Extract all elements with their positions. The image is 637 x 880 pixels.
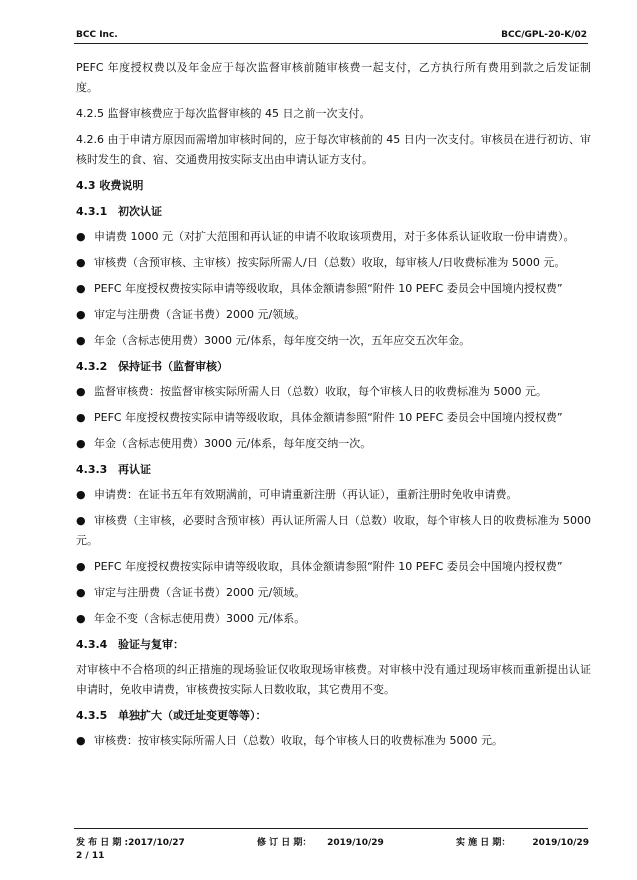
bullet-icon: ●	[76, 612, 86, 625]
list-item	[76, 253, 591, 273]
item-text: 年金不变（含标志使用费）3000 元/体系。	[94, 612, 306, 625]
heading-number: 4.3.2	[76, 360, 108, 373]
list-item	[76, 557, 591, 577]
bullet-icon: ●	[76, 586, 86, 599]
footer	[76, 835, 589, 861]
document-body	[76, 58, 591, 757]
list-item	[76, 583, 591, 603]
item-text: 申请费：在证书五年有效期满前，可申请重新注册（再认证），重新注册时免收申请费。	[94, 488, 518, 501]
item-text: PEFC 年度授权费按实际申请等级收取，具体金额请参照“附件 10 PEFC 委员会中国境内授权费”	[94, 560, 563, 573]
clause-4-2-6: 4.2.6 由于申请方原因而需增加审核时间的，应于每次审核前的 45 日内一次支付。审核员在进行初访、审核时发生的食、宿、交通费用按实际支出由申请认证方支付。	[76, 133, 591, 166]
footer-rule	[74, 828, 588, 829]
footer-dates	[76, 835, 589, 848]
bullet-icon: ●	[76, 734, 86, 747]
item-text: 申请费 1000 元（对扩大范围和再认证的申请不收取该项费用，对于多体系认证收取一份申请费）。	[94, 230, 575, 243]
list-item	[76, 382, 591, 402]
list-item	[76, 511, 591, 551]
bullet-icon: ●	[76, 437, 86, 450]
subsection-heading-4-3-2	[76, 357, 591, 377]
item-text: 年金（含标志使用费）3000 元/体系，每年度交纳一次。	[94, 437, 372, 450]
revise-date-group	[257, 835, 384, 848]
impl-date: 2019/10/29	[532, 838, 589, 848]
page-number: 2 / 11	[76, 851, 105, 861]
item-text: 审定与注册费（含证书费）2000 元/领域。	[94, 586, 306, 599]
heading-title: 初次认证	[118, 205, 162, 218]
heading-title: 保持证书（监督审核）	[118, 360, 228, 373]
item-text: 审核费（含预审核、主审核）按实际所需人/日（总数）收取，每审核人/日收费标准为 5000 元。	[94, 256, 566, 269]
item-text: 监督审核费：按监督审核实际所需人日（总数）收取，每个审核人日的收费标准为 5000 元。	[94, 385, 547, 398]
list-item	[76, 434, 591, 454]
revise-label: 修 订 日 期：	[257, 838, 312, 848]
subsection-heading-4-3-3	[76, 460, 591, 480]
list-item	[76, 609, 591, 629]
item-text: 年金（含标志使用费）3000 元/体系，每年度交纳一次，五年应交五次年金。	[94, 334, 471, 347]
header-company: BCC Inc.	[76, 30, 118, 40]
bullet-icon: ●	[76, 560, 86, 573]
header-rule	[74, 43, 588, 44]
list-item	[76, 227, 591, 247]
item-text: PEFC 年度授权费按实际申请等级收取，具体金额请参照“附件 10 PEFC 委员会中国境内授权费”	[94, 282, 563, 295]
subsection-heading-4-3-4	[76, 635, 591, 655]
list-item	[76, 408, 591, 428]
list-item	[76, 305, 591, 325]
bullet-icon: ●	[76, 334, 86, 347]
list-item	[76, 731, 591, 751]
item-text: PEFC 年度授权费按实际申请等级收取，具体金额请参照“附件 10 PEFC 委员会中国境内授权费”	[94, 411, 563, 424]
bullet-icon: ●	[76, 230, 86, 243]
bullet-icon: ●	[76, 385, 86, 398]
subsection-heading-4-3-5	[76, 706, 591, 726]
heading-number: 4.3.1	[76, 205, 108, 218]
heading-title: 单独扩大（或迁址变更等等）：	[118, 709, 267, 722]
bullet-icon: ●	[76, 256, 86, 269]
heading-title: 再认证	[118, 463, 151, 476]
heading-number: 4.3.5	[76, 709, 108, 722]
impl-date-group	[456, 835, 589, 848]
section-heading-4-3: 4.3 收费说明	[76, 179, 144, 192]
header-doc-code: BCC/GPL-20-K/02	[501, 30, 587, 40]
bullet-icon: ●	[76, 411, 86, 424]
impl-label: 实 施 日 期：	[455, 838, 511, 848]
bullet-icon: ●	[76, 282, 86, 295]
bullet-icon: ●	[76, 488, 86, 501]
paragraph: 对审核中不合格项的纠正措施的现场验证仅收取现场审核费。对审核中没有通过现场审核而重新提出认证申请时，免收申请费，审核费按实际人日数收取，其它费用不变。	[76, 663, 591, 696]
heading-title: 验证与复审：	[118, 638, 184, 651]
heading-number: 4.3.4	[76, 638, 108, 651]
heading-number: 4.3.3	[76, 463, 108, 476]
paragraph: PEFC 年度授权费以及年金应于每次监督审核前随审核费一起支付，乙方执行所有费用到款之后发证制度。	[76, 61, 591, 94]
issue-date: 发 布 日 期 :2017/10/27	[76, 838, 185, 848]
item-text: 审核费（主审核，必要时含预审核）再认证所需人日（总数）收取，每个审核人日的收费标准为 5000 元。	[76, 514, 591, 547]
clause-4-2-5: 4.2.5 监督审核费应于每次监督审核的 45 日之前一次支付。	[76, 107, 371, 120]
subsection-heading-4-3-1	[76, 202, 591, 222]
bullet-icon: ●	[76, 308, 86, 321]
list-item	[76, 485, 591, 505]
revise-date: 2019/10/29	[327, 838, 384, 848]
bullet-icon: ●	[76, 514, 86, 527]
list-item	[76, 331, 591, 351]
item-text: 审定与注册费（含证书费）2000 元/领域。	[94, 308, 306, 321]
list-item	[76, 279, 591, 299]
item-text: 审核费：按审核实际所需人日（总数）收取，每个审核人日的收费标准为 5000 元。	[94, 734, 503, 747]
